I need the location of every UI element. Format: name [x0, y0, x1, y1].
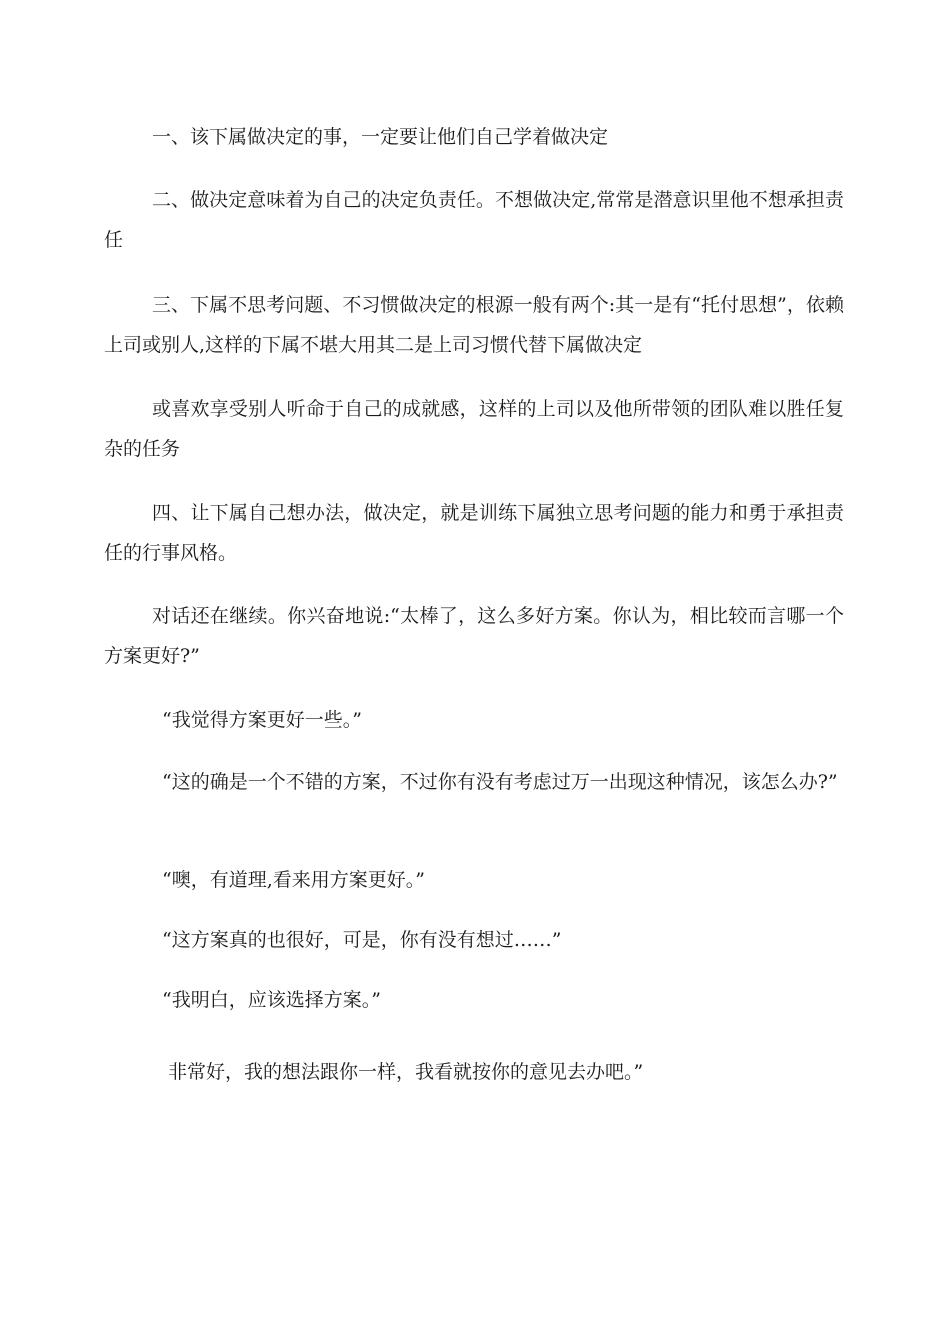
paragraph-point-three: 三、下属不思考问题、不习惯做决定的根源一般有两个:其一是有“托付思想”，依赖上司或别人,这样的下属不堪大用其二是上司习惯代替下属做决定 [104, 294, 844, 356]
dialogue-line: “噢，有道理,看来用方案更好。” [162, 869, 425, 891]
dialogue-line-final: 非常好，我的想法跟你一样，我看就按你的意见去办吧。” [168, 1061, 644, 1083]
dialogue-line: “这的确是一个不错的方案，不过你有没有考虑过万一出现这种情况，该怎么办?” [162, 771, 838, 793]
dialogue-line: “我觉得方案更好一些。” [162, 709, 362, 731]
dialogue-line: “我明白，应该选择方案。” [162, 989, 381, 1011]
paragraph-point-one: 一、该下属做决定的事，一定要让他们自己学着做决定 [152, 126, 609, 148]
paragraph-point-four: 四、让下属自己想办法，做决定，就是训练下属独立思考问题的能力和勇于承担责任的行事风格。 [104, 502, 844, 564]
dialogue-line: “这方案真的也很好，可是，你有没有想过……” [162, 929, 562, 951]
paragraph-point-two: 二、做决定意味着为自己的决定负责任。不想做决定,常常是潜意识里他不想承担责任 [104, 189, 844, 251]
paragraph-point-three-continued: 或喜欢享受别人听命于自己的成就感，这样的上司以及他所带领的团队难以胜任复杂的任务 [104, 398, 844, 460]
paragraph-dialogue-intro: 对话还在继续。你兴奋地说:“太棒了，这么多好方案。你认为，相比较而言哪一个方案更好?” [104, 605, 844, 667]
